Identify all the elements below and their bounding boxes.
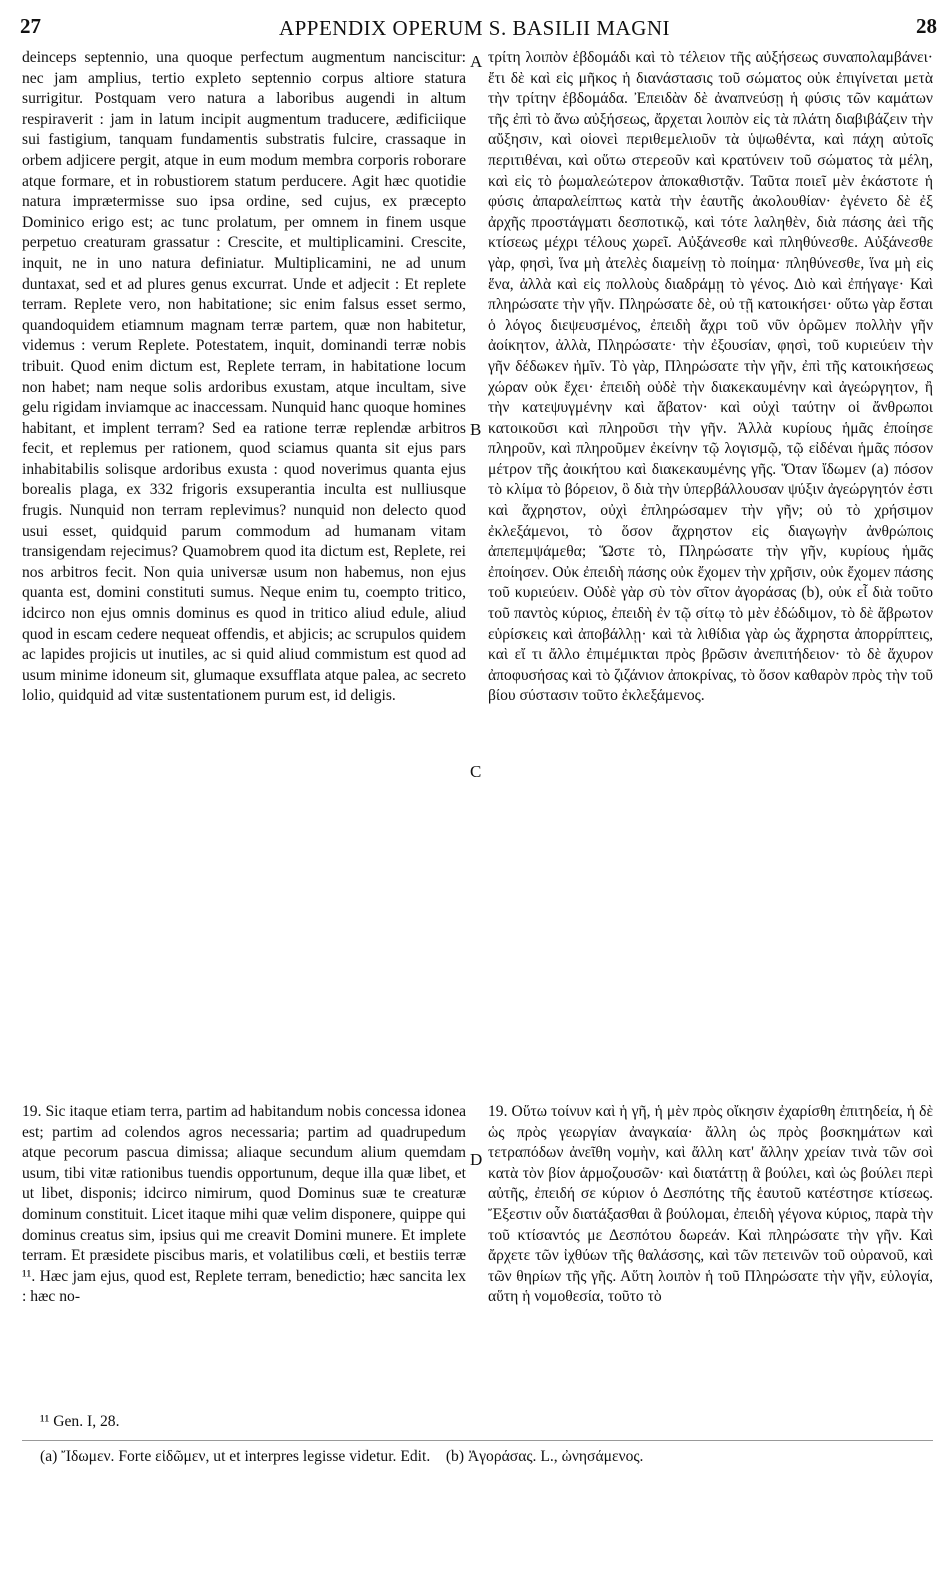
greek-section-19-text: 19. Οὕτω τοίνυν καὶ ἡ γῆ, ἡ μὲν πρὸς οἴκησιν ἐχαρίσθη ἐπιτηδεία, ἡ δὲ ὡς πρὸς γεωργίαν ἀναγκαία· ἄλλη ὡς πρὸς βοσκημάτων καὶ τετραπόδων ἀνεῖθη νομὴν, καὶ ἄλλη κατ' ἄλλην χρείαν τινὰ τῶν σοὶ κατὰ τὸν βίον ἁρμοζουσῶν· καὶ διατάττῃ ἃ βούλει, καὶ ὡς βούλει περὶ αὐτῆς, ἐπειδή σε κύριον ὁ Δεσπότης τῆς ἑαυτοῦ κατέστησε κτίσεως. Ἔξεστιν οὖν διατάξασθαι ἃ βούλομαι, ἐπειδὴ γέγονα κύριος, παρὰ τὴν τοῦ κτίσαντός με Δεσπότου δωρεάν. Καὶ πληρώσατε τὴν γῆν. Καὶ ἄρχετε τῶν ἰχθύων τῆς θαλάσσης, καὶ τῶν πετεινῶν τοῦ οὐρανοῦ, καὶ τῶν θηρίων τῆς γῆς. Αὕτη λοιπὸν ἡ τοῦ Πληρώσατε τὴν γῆν, εὐλογία, αὕτη ἡ νομοθεσία, τοῦτο τὸ [488,1103,933,1306]
latin-section-19-text: 19. Sic itaque etiam terra, partim ad habitandum nobis concessa idonea est; partim ad colendos agros necessaria; partim ad quadrupedum atque pecorum pascua dimissa; aliaque secundum alium quemdam usum, tibi vitæ rationibus tuendis opportunum, deque illa quæ libet, et ut libet, disponis; idcirco nimirum, quod Dominus suæ te creaturæ dominum constituit. Licet itaque mihi quæ velim disponere, quippe qui dominus creatus sim, ipsius qui me creavit Domini munere. Et implete terram. Et præsidete piscibus maris, et volatilibus cœli, et bestiis terræ ¹¹. Hæc jam ejus, quod est, Replete terram, benedictio; hæc sancita lex : hæc no- [22,1103,466,1306]
latin-footnote-ref: ¹¹ Gen. I, 28. [40,1413,120,1430]
section-letter-c: C [470,762,482,781]
page-header [0,0,949,40]
greek-main-text: τρίτη λοιπὸν ἑβδομάδι καὶ τὸ τέλειον τῆς αὐξήσεως συναπολαμβάνει· ἔτι δὲ καὶ εἰς μῆκος ἡ διανάστασις τοῦ σώματος οὐκ ἐπιγίνεται μετὰ τὴν τρίτην ἑβδομάδα. Ἐπειδὰν δὲ ἀναπνεύσῃ ἡ φύσις τῶν καμάτων τῆς ἐπὶ τὸ ἄνω αὐξήσεως, ἄρχεται λοιπὸν εἰς τὰ πλάτη διαβιβάζειν τὴν αὔξησιν, καὶ οἱονεὶ περιθεμελιοῦν τὰ ὑψωθέντα, καὶ πάχη αὐτοῖς περιτιθέναι, καὶ οὕτω στερεοῦν καὶ κρατύνειν τοῦ σώματος τὰ μέλη, καὶ εἰς τὸ ῥωμαλεώτερον ἀποκαθιστᾷν. Ταῦτα ποιεῖ μὲν ἑκάστοτε ἡ φύσις ἀπαραλείπτως κατὰ τὴν ἑαυτῆς ἀκολουθίαν· ἐγένετο δὲ ἐξ ἀρχῆς προστάγματι δεσποτικῷ, καὶ τότε λαληθὲν, διὰ πάσης ἀεὶ τῆς κτίσεως μέχρι τέλους χωρεῖ. Αὐξάνεσθε καὶ πληθύνεσθε. Αὐξάνεσθε γὰρ, φησὶ, ἵνα μὴ ἀτελὲς διαμείνῃ τὸ ποίημα· πληθύνεσθε, ἵνα μὴ εἰς ἕνα, ἀλλὰ καὶ εἰς πολλοὺς διαδράμῃ τὸ γένος. Διὸ καὶ ἐπήγαγε· Καὶ πληρώσατε τὴν γῆν. Πληρώσατε δὲ, οὐ τῇ κατοικήσει· οὕτω γὰρ ἔσται ὁ λόγος διεψευσμένος, ἐπειδὴ ἄχρι τοῦ νῦν ὁρῶμεν πολλὴν γῆν ἀοίκητον, ἀλλὰ, Πληρώσατε· τὴν ἐξουσίαν, φησὶ, τοῦ κυριεύειν τὴν γῆν δέδωκεν ἡμῖν. Τὸ γὰρ, Πληρώσατε τὴν γῆν, ἐπὶ τῆς κατοικήσεως χώραν οὐκ ἔχει· ἐπειδὴ οὐδὲ τὴν διακεκαυμένην καὶ ἀγεώργητον, ἢ τὴν κατεψυγμένην καὶ ἄβατον· καὶ οὐχὶ ταύτην οἱ ἄνθρωποι κατοικοῦσι καὶ πληροῦσι τὴν γῆν. Ἀλλὰ κυρίους ἡμᾶς ἐποίησε πληροῦν, καὶ πληροῦμεν ἐκείνην τῷ λογισμῷ, τῷ εἰδέναι ἡμᾶς πόσον μέτρον τῆς ἀοικήτου καὶ διακεκαυμένης γῆς. Ὅταν ἴδωμεν (a) πόσον τὸ κλίμα τὸ βόρειον, ὃ διὰ τὴν ὑπερβάλλουσαν ψύξιν ἀγεώργητόν ἐστι καὶ ἄχρηστον, οὐχὶ ἐπληρώσαμεν τὴν γῆν; οὐ τὸ χρήσιμον ἐκλεξάμενοι, τὸ ὅσον ἄχρηστον εἰς διαγωγὴν ἀνθρώποις ἀπεπεμψάμεθα; Ὥστε τὸ, Πληρώσατε τὴν γῆν, κυρίους ἡμᾶς ἐποίησεν. Οὐκ ἐπειδὴ πάσης οὐκ ἔχομεν τὴν χρῆσιν, οὐκ ἔχομεν πάσης τοῦ κυριεύειν. Οὐδὲ γὰρ σὺ τὸν σῖτον ἀγοράσας (b), οὐκ εἶ διὰ τοῦτο τοῦ παντὸς κύριος, ἐπειδὴ ἐν τῷ σίτῳ τὸ μὲν ἐδώδιμον, τὸ δὲ ἄβρωτον εὑρίσκεις καὶ ἀποβάλλῃ· καὶ τὰ λιθίδια γὰρ ὡς ἄχρηστα ἀπορρίπτεις, καὶ εἴ τι ἄλλο ἐπιμέμικται πρὸς βρῶσιν ἀνεπιτήδειον· τὸ δὲ ἄχυρον ἀποφυσήσας καὶ τὸ ζιζάνιον ἀποκρίνας, τὸ ὅσον καθαρὸν πρὸς τὴν τοῦ βίου σύστασιν τοῦτο ἐκλεξάμενος. [488,49,933,705]
latin-section-19 [22,1102,466,1308]
section-letter-a: A [470,52,483,71]
footnote-a: (a) Ἴδωμεν. Forte εἰδῶμεν, ut et interpres legisse videtur. Edit. [40,1448,431,1465]
page-number-right: 28 [916,14,937,38]
footnotes [40,1447,920,1467]
page-number-left: 27 [20,14,41,38]
latin-column-main [22,48,466,707]
section-letter-b: B [470,420,482,439]
footnote-b: (b) Ἀγοράσας. L., ὠνησάμενος. [445,1448,644,1465]
greek-section-19 [488,1102,933,1308]
footnote-divider [22,1440,933,1441]
running-head: APPENDIX OPERUM S. BASILII MAGNI [278,16,671,40]
greek-column-main [488,48,933,707]
section-letter-d: D [470,1150,483,1169]
latin-main-text: deinceps septennio, una quoque perfectum augmentum nanciscitur: nec jam amplius, tertio expleto septennio corpus altiore statura surrigitur. Postquam vero natura a laboribus augendi in altum respiraverit : jam in latum incipit augmentum traducere, ædificiique sui fastigium, tanquam fundamentis substratis fulcire, crassaque in orbem adjicere pergit, atque in eum modum membra corporis roborare atque formare, et in robustiorem statum perducere. Agit hæc quotidie natura imprætermisse suo ipsa ordine, sed cujus, ex præcepto Dominico erigo est; ac tunc prolatum, per omnem in finem usque perpetuo creaturam grassatur : Crescite, et multiplicamini. Crescite, inquit, ne in uno natura definiatur. Multiplicamini, ne ad unum duntaxat, sed et ad plures genus excurrat. Unde et adjecit : Et replete terram. Replete vero, non habitatione; sic enim falsus esset sermo, quandoquidem etiamnum magnam terræ partem, quæ non habitetur, videmus : verum Replete. Potestatem, inquit, dominandi terræ nobis tribuit. Quod enim dictum est, Replete terram, in habitatione locum non habet; nam neque solis ardoribus exustam, atque incultam, sive gelu rigidam inviamque ac inaccessam. Nunquid hanc quoque homines habitant, et implent terram? Sed ea ratione terræ replendæ arbitros fecit, et replemus per rationem, quod sciamus quanta sit ejus pars inhabitabilis solisque ardoribus exusta : quod noverimus quanta ejus borealis plaga, ex 332 frigoris exsuperantia inculta est nulliusque frugis. Nunquid non terram replevimus? nunquid non delecto quod usui esset, quidquid parum commodum ad humanam vitam transigendam rejecimus? Quamobrem quod ita dictum est, Replete, rei nos arbitros fecit. Non quia universæ usum non habemus, non ejus quanta est, domini constituti sumus. Neque enim tu, coempto tritico, idcirco non ejus omnis dominus es quod in tritico aliud edule, aliud quod in escam cedere nequeat offendis, et abjicis; ac scrupulos quidem ac lapides projicis ut inutiles, ac si quid aliud commistum est quod ad usum minime idoneum sit, glumaque exsufflata atque palea, ac secreto lolio, quidquid ad vitæ sustentationem purum est, id deligis. [22,49,466,705]
